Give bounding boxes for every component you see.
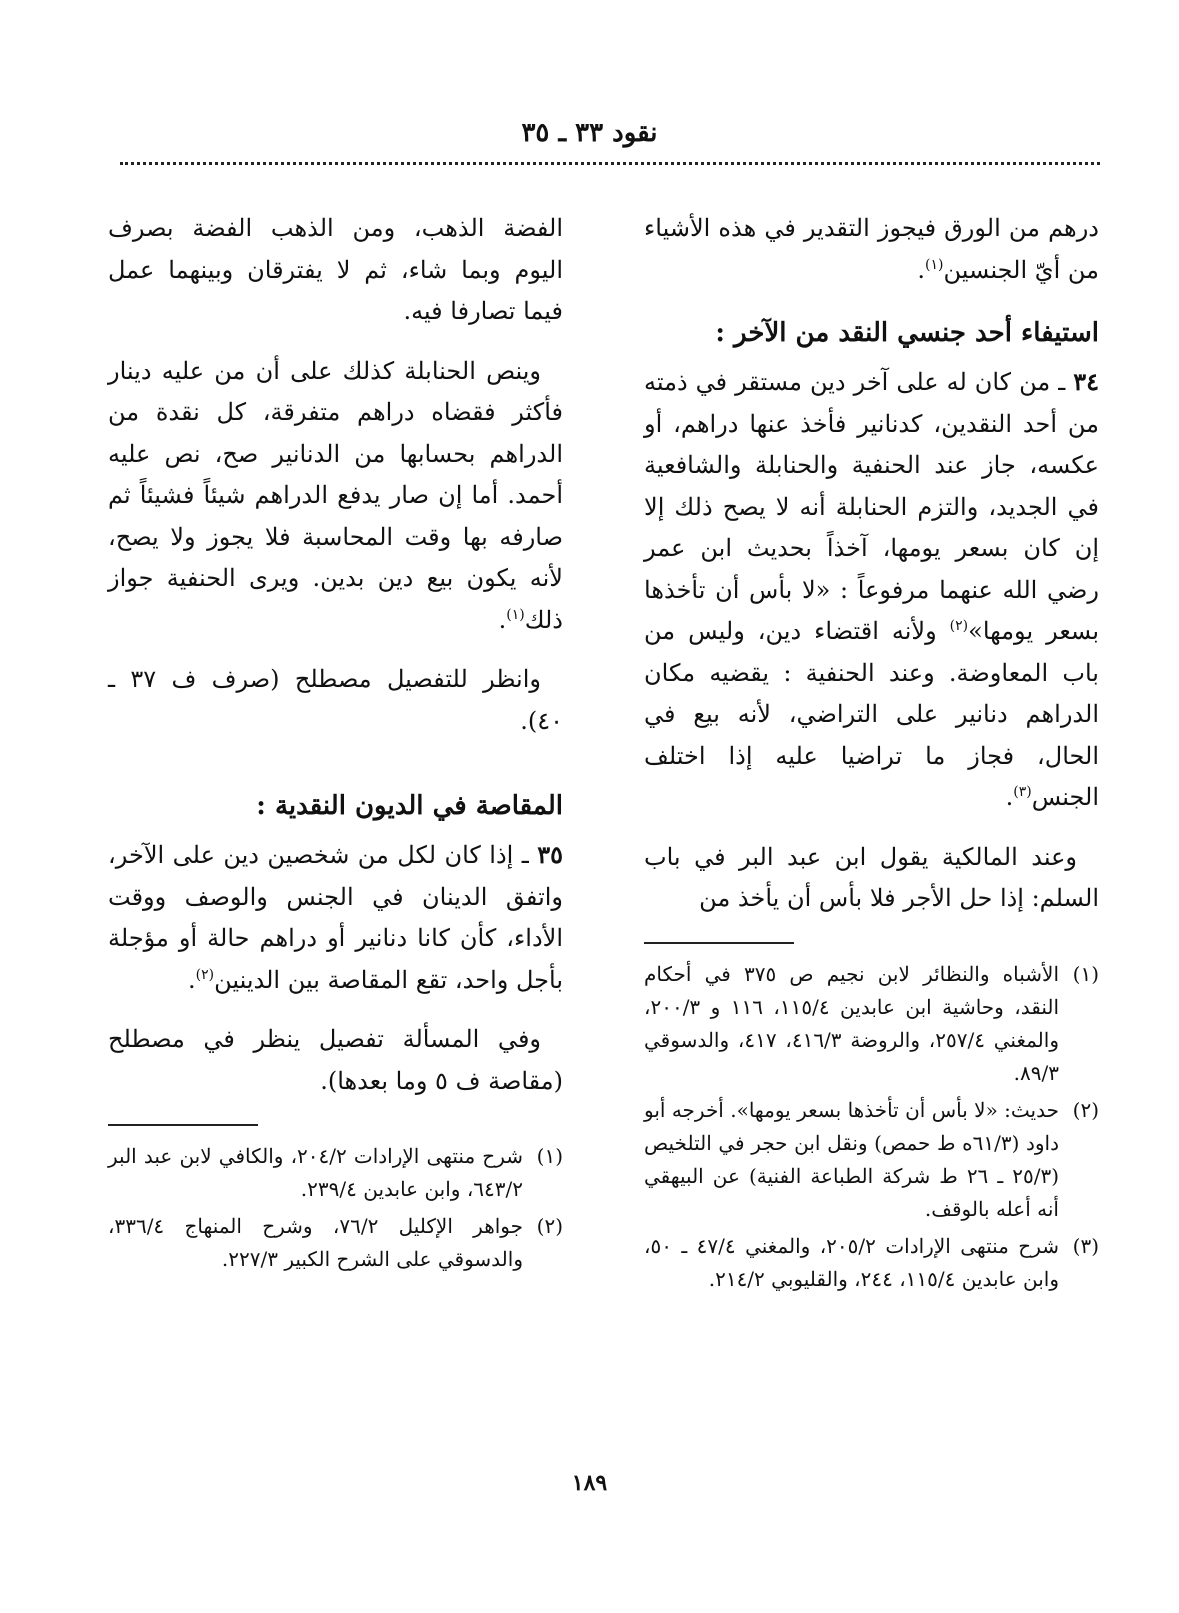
paragraph-end: .: [187, 965, 196, 994]
paragraph: وفي المسألة تفصيل ينظر في مصطلح (مقاصة ف ٥ وما بعدها).: [108, 1025, 563, 1095]
footnote-text: شرح منتهى الإرادات ٢٠٤/٢، والكافي لابن عبد البر ٦٤٣/٢، وابن عابدين ٢٣٩/٤.: [108, 1144, 523, 1201]
page-number: ١٨٩: [571, 1470, 608, 1496]
footnote-ref[interactable]: (١): [925, 256, 944, 273]
footnote-mark: (١): [1072, 961, 1099, 986]
section-heading: المقاصة في الديون النقدية :: [256, 791, 563, 821]
section-number: ٣٥: [537, 840, 563, 869]
section-heading: استيفاء أحد جنسي النقد من الآخر :: [715, 318, 1099, 348]
footnote: [108, 1140, 563, 1206]
paragraph: [644, 208, 1099, 291]
footnote-list: [644, 958, 1099, 1296]
footnote: [644, 1094, 1099, 1226]
paragraph-text: ـ إذا كان لكل من شخصين دين على الآخر، واتفق الدينان في الجنس والوصف ووقت الأداء، كأن كانا دنانير أو دراهم حالة أو مؤجلة بأجل واحد، تقع المقاصة بين الدينين: [108, 841, 563, 994]
footnote: [644, 1230, 1099, 1296]
footnote-ref[interactable]: (٣): [1013, 784, 1032, 800]
footnote-mark: (٢): [1072, 1097, 1099, 1122]
footnote: [644, 958, 1099, 1090]
header-dotted-rule: [120, 162, 1100, 165]
section-number: ٣٤: [1073, 367, 1099, 396]
footnote-list: [108, 1140, 563, 1276]
paragraph-end: .: [917, 255, 926, 284]
paragraph: وانظر للتفصيل مصطلح (صرف ف ٣٧ ـ ٤٠).: [108, 665, 563, 735]
footnote-separator: [108, 1124, 258, 1126]
footnote-ref[interactable]: (٢): [949, 618, 969, 634]
paragraph-text: ولأنه اقتضاء دين، وليس من باب المعاوضة. وعند الحنفية : يقضيه مكان الدراهم دنانير على التراضي، لأنه بيع في الحال، فجاز ما تراضيا عليه إذا اختلف الجنس: [644, 617, 1099, 811]
footnote-text: جواهر الإكليل ٧٦/٢، وشرح المنهاج ٣٣٦/٤، والدسوقي على الشرح الكبير ٢٢٧/٣.: [108, 1214, 524, 1271]
right-column: [644, 208, 1099, 1300]
paragraph-text: ـ من كان له على آخر دين مستقر في ذمته من أحد النقدين، كدنانير فأخذ عنها دراهم، أو عكسه، جاز عند الحنفية والحنابلة والشافعية في الجديد، والتزم الحنابلة أنه لا يصح ذلك إلا إن كان بسعر يومها، آخذاً بحديث ابن عمر رضي الله عنهما مرفوعاً : «لا بأس أن تأخذها بسعر يومها»: [644, 368, 1100, 645]
paragraph: الفضة الذهب، ومن الذهب الفضة بصرف اليوم وبما شاء، ثم لا يفترقان وبينهما عمل فيما تصارفا فيه.: [108, 214, 563, 325]
footnote-ref[interactable]: (١): [506, 606, 525, 623]
paragraph: [108, 834, 563, 1001]
footnote-text: الأشباه والنظائر لابن نجيم ص ٣٧٥ في أحكام النقد، وحاشية ابن عابدين ١١٥/٤، ١١٦ و ٢٠٠/٣، والمغني ٢٥٧/٤، والروضة ٤١٦/٣، ٤١٧، والدسوقي ٨٩/٣.: [644, 961, 1060, 1085]
footnote: [108, 1210, 563, 1276]
footnote-mark: (٣): [1072, 1233, 1099, 1258]
footnote-mark: (١): [536, 1144, 563, 1168]
footnote-text: شرح منتهى الإرادات ٢٠٥/٢، والمغني ٤٧/٤ ـ ٥٠، وابن عابدين ١١٥/٤، ٢٤٤، والقليوبي ٢١٤/٢.: [644, 1233, 1060, 1291]
footnote-text: حديث: «لا بأس أن تأخذها بسعر يومها». أخرجه أبو داود (٦١/٣ه ط حمص) ونقل ابن حجر في التلخيص (٢٥/٣ ـ ٢٦ ط شركة الطباعة الفنية) عن البيهقي أنه أعله بالوقف.: [644, 1097, 1059, 1221]
paragraph-text: درهم من الورق فيجوز التقدير في هذه الأشياء من أيّ الجنسين: [644, 214, 1099, 284]
paragraph: [644, 361, 1099, 819]
paragraph: [108, 351, 563, 642]
paragraph-text: وينص الحنابلة كذلك على أن من عليه دينار فأكثر فقضاه دراهم متفرقة، كل نقدة من الدراهم بحسابها من الدنانير صح، نص عليه أحمد. أما إن صار يدفع الدراهم شيئاً فشيئاً ثم صارفه بها وقت المحاسبة فلا يجوز ولا يصح، لأنه يكون بيع دين بدين. ويرى الحنفية جواز ذلك: [108, 356, 563, 634]
footnote-mark: (٢): [536, 1214, 563, 1238]
footnote-ref[interactable]: (٢): [195, 966, 215, 983]
paragraph: وعند المالكية يقول ابن عبد البر في باب السلم: إذا حل الأجر فلا بأس أن يأخذ من: [644, 842, 1099, 912]
paragraph-end: .: [1005, 783, 1014, 811]
left-column: [108, 208, 563, 1280]
paragraph-end: .: [498, 605, 507, 634]
running-header: نقود ٣٣ ـ ٣٥: [521, 118, 658, 148]
footnote-separator: [644, 942, 794, 944]
